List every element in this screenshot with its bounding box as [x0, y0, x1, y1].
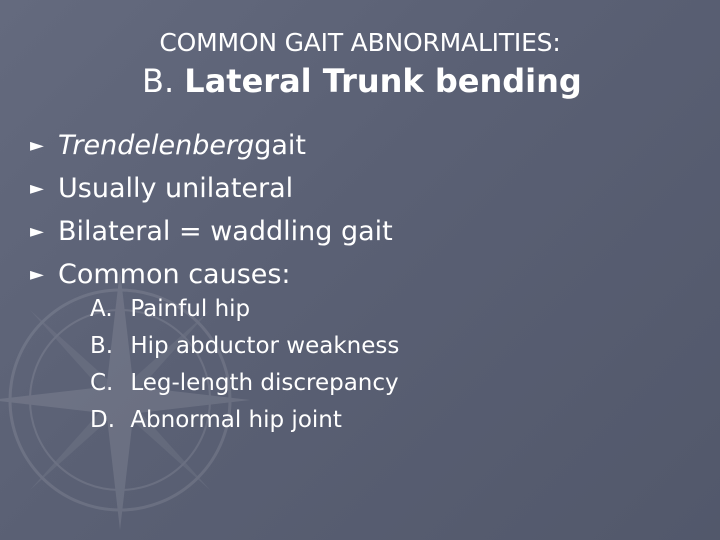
triangle-right-icon: ►	[30, 178, 44, 199]
cause-text: Hip abductor weakness	[130, 333, 400, 359]
slide-heading: COMMON GAIT ABNORMALITIES:	[159, 28, 561, 57]
triangle-right-icon: ►	[30, 264, 44, 285]
cause-letter: B.	[90, 333, 114, 359]
bullet-list	[30, 130, 393, 302]
bullet-text: Bilateral = waddling gait	[58, 216, 393, 247]
bullet-item	[30, 173, 393, 216]
bullet-text: Common causes:	[58, 259, 291, 290]
triangle-right-icon: ►	[30, 221, 44, 242]
cause-item	[90, 370, 399, 407]
bullet-item	[30, 216, 393, 259]
bullet-text: Usually unilateral	[58, 173, 294, 204]
causes-list	[90, 296, 399, 444]
cause-text: Leg-length discrepancy	[130, 370, 399, 396]
cause-text: Painful hip	[130, 296, 251, 322]
cause-item	[90, 333, 399, 370]
cause-letter: C.	[90, 370, 114, 396]
subheading-title: Lateral Trunk bending	[184, 62, 582, 100]
bullet-text-italic: Trendelenberg	[58, 130, 255, 161]
triangle-right-icon: ►	[30, 135, 44, 156]
subheading-prefix: B.	[142, 62, 175, 100]
cause-letter: D.	[90, 407, 116, 433]
cause-item	[90, 296, 399, 333]
cause-item	[90, 407, 399, 444]
bullet-text: gait	[254, 130, 306, 161]
cause-text: Abnormal hip joint	[130, 407, 342, 433]
bullet-item	[30, 130, 393, 173]
slide-subheading	[142, 62, 582, 100]
cause-letter: A.	[90, 296, 113, 322]
